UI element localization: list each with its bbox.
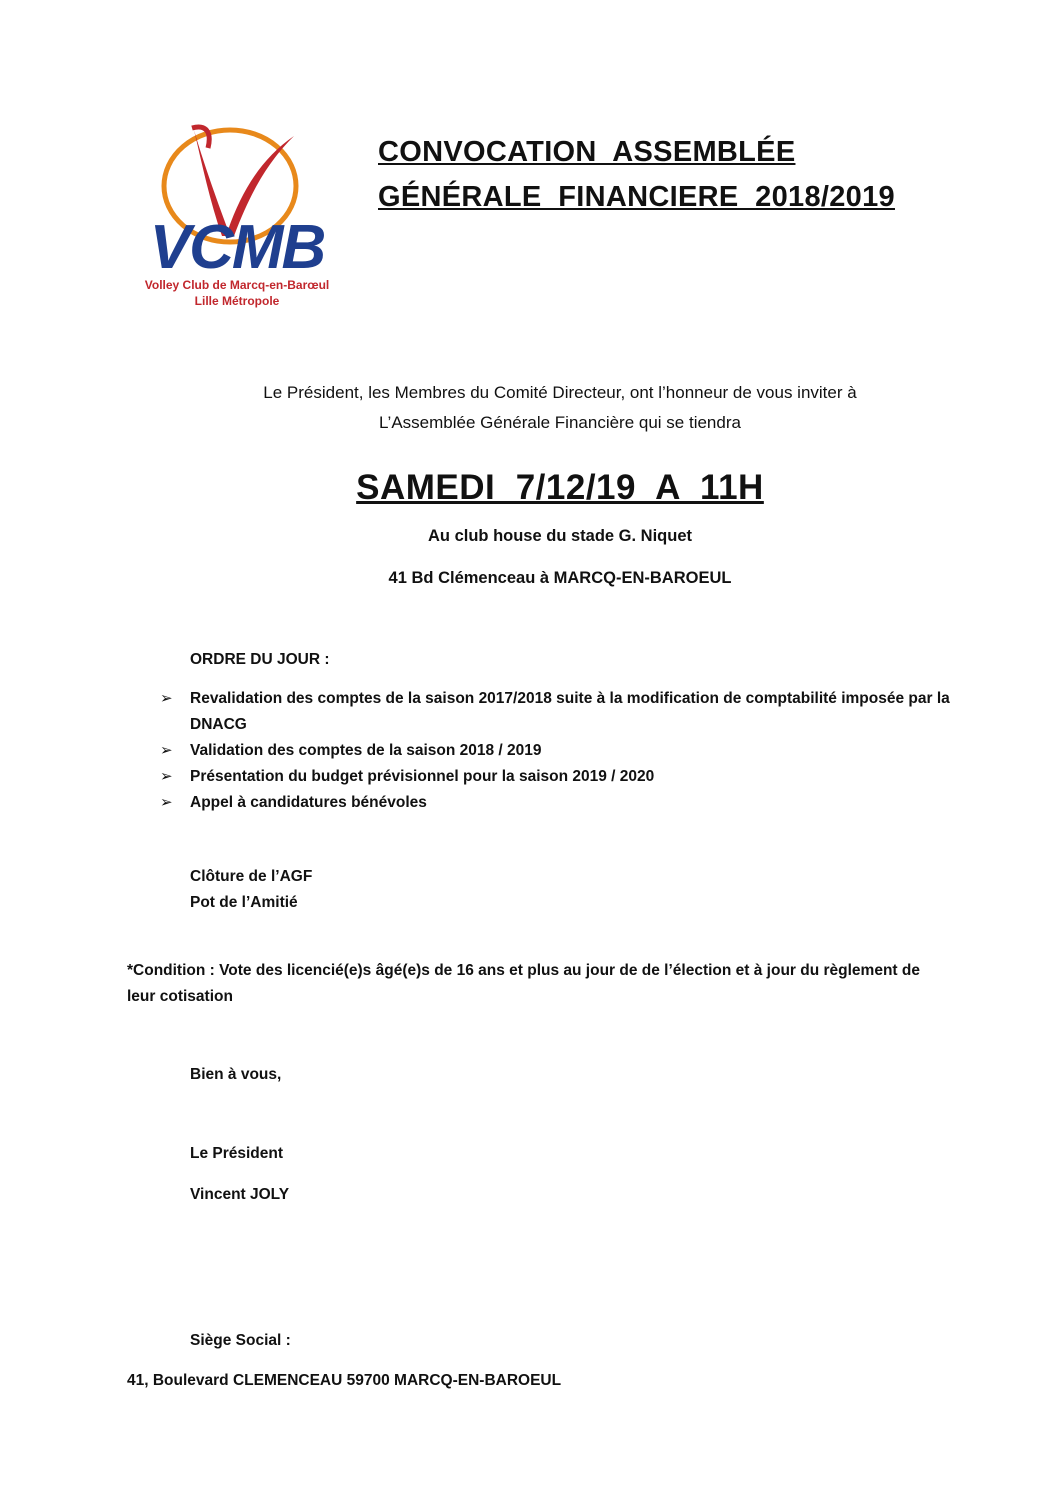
greeting: Bien à vous, xyxy=(190,1066,282,1083)
invitation-text xyxy=(140,378,980,438)
closing-line-2: Pot de l’Amitié xyxy=(190,894,298,911)
event-address: 41 Bd Clémenceau à MARCQ-EN-BAROEUL xyxy=(388,569,732,587)
event-venue: Au club house du stade G. Niquet xyxy=(427,527,693,545)
invitation-line-2: L’Assemblée Générale Financière qui se tiendra xyxy=(379,413,741,432)
agenda-list xyxy=(160,686,950,816)
arrow-bullet-icon: ➢ xyxy=(160,794,173,811)
logo-subtitle-line2: Lille Métropole xyxy=(194,294,280,308)
agenda-item-text: Appel à candidatures bénévoles xyxy=(190,794,427,811)
title-line-2: GÉNÉRALE FINANCIERE 2018/2019 xyxy=(378,181,895,213)
agenda-item-text: Revalidation des comptes de la saison 2017/2018 suite à la modification de comptabilité imposée par la DNACG xyxy=(190,690,950,733)
head-office-label: Siège Social : xyxy=(190,1332,291,1349)
svg-text:VCMB: VCMB xyxy=(149,213,325,278)
agenda-item xyxy=(160,738,950,764)
head-office-address: 41, Boulevard CLEMENCEAU 59700 MARCQ-EN-BAROEUL xyxy=(127,1372,562,1389)
closing-line-1: Clôture de l’AGF xyxy=(190,868,313,885)
arrow-bullet-icon: ➢ xyxy=(160,742,173,759)
logo-subtitle-line1: Volley Club de Marcq-en-Barœul xyxy=(144,278,330,292)
agenda-item xyxy=(160,764,950,790)
signatory-role: Le Président xyxy=(190,1145,284,1162)
club-logo xyxy=(132,118,342,308)
agenda-heading: ORDRE DU JOUR : xyxy=(190,651,330,668)
agenda-item-text: Présentation du budget prévisionnel pour la saison 2019 / 2020 xyxy=(190,768,655,785)
arrow-bullet-icon: ➢ xyxy=(160,768,173,785)
voting-condition: *Condition : Vote des licencié(e)s âgé(e)s de 16 ans et plus au jour de de l’élection et à jour du règlement de leur cotisation xyxy=(127,962,920,1005)
invitation-line-1: Le Président, les Membres du Comité Directeur, ont l’honneur de vous inviter à xyxy=(263,383,857,402)
agenda-item xyxy=(160,790,950,816)
agenda-item-text: Validation des comptes de la saison 2018 / 2019 xyxy=(190,742,542,759)
vcmb-logo-icon xyxy=(132,118,342,278)
document-title xyxy=(378,130,978,220)
title-line-1: CONVOCATION ASSEMBLÉE xyxy=(378,136,796,168)
event-date: SAMEDI 7/12/19 A 11H xyxy=(356,468,764,507)
agenda-item xyxy=(160,686,950,738)
arrow-bullet-icon: ➢ xyxy=(160,690,173,707)
signatory-name: Vincent JOLY xyxy=(190,1186,290,1203)
